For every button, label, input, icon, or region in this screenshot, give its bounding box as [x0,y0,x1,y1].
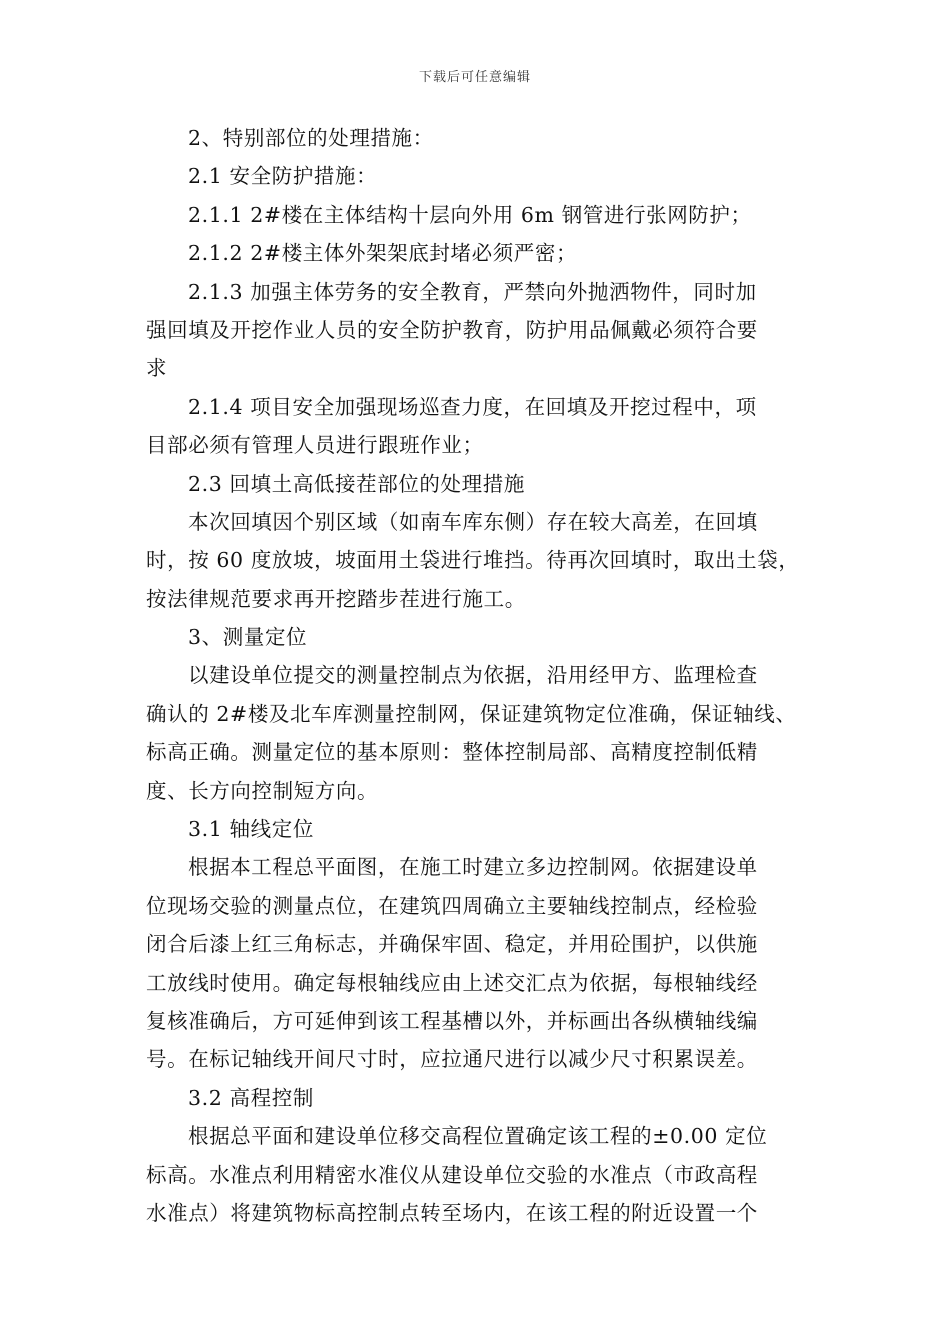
text-line: 根据本工程总平面图，在施工时建立多边控制网。依据建设单 [188,855,758,880]
text-line: 标高。水准点利用精密水准仪从建设单位交验的水准点（市政高程 [146,1162,758,1187]
text-line: 度、长方向控制短方向。 [146,778,379,803]
text-line: 确认的 2#楼及北车库测量控制网，保证建筑物定位准确，保证轴线、 [146,701,797,726]
text-line: 2.1.4 项目安全加强现场巡查力度，在回填及开挖过程中，项 [188,394,757,419]
text-line: 闭合后漆上红三角标志，并确保牢固、稳定，并用砼围护，以供施 [146,932,758,957]
text-line: 时，按 60 度放坡，坡面用土袋进行堆挡。待再次回填时，取出土袋， [146,548,800,573]
text-line: 2.1.3 加强主体劳务的安全教育，严禁向外抛洒物件，同时加 [188,279,757,304]
text-line: 水准点）将建筑物标高控制点转至场内，在该工程的附近设置一个 [146,1200,758,1225]
text-line: 3.1 轴线定位 [188,817,314,842]
text-line: 标高正确。测量定位的基本原则：整体控制局部、高精度控制低精 [146,740,758,765]
text-line: 以建设单位提交的测量控制点为依据，沿用经甲方、监理检查 [188,663,758,688]
text-line: 号。在标记轴线开间尺寸时，应拉通尺进行以减少尺寸积累误差。 [146,1047,758,1072]
text-line: 2.3 回填土高低接茬部位的处理措施 [188,471,525,496]
page-header: 下载后可任意编辑 [418,70,531,85]
text-line: 2、特别部位的处理措施： [188,126,434,150]
text-line: 位现场交验的测量点位，在建筑四周确立主要轴线控制点，经检验 [146,893,758,918]
text-line: 按法律规范要求再开挖踏步茬进行施工。 [146,586,526,611]
text-line: 求 [146,356,168,381]
text-line: 2.1 安全防护措施： [188,164,378,189]
text-line: 目部必须有管理人员进行跟班作业； [146,433,484,458]
text-line: 本次回填因个别区域（如南车库东侧）存在较大高差，在回填 [188,509,758,534]
text-line: 复核准确后，方可延伸到该工程基槽以外，并标画出各纵横轴线编 [146,1008,758,1033]
text-line: 2.1.1 2#楼在主体结构十层向外用 6m 钢管进行张网防护； [188,202,752,227]
text-line: 根据总平面和建设单位移交高程位置确定该工程的±0.00 定位 [188,1124,768,1149]
text-line: 强回填及开挖作业人员的安全防护教育，防护用品佩戴必须符合要 [146,317,758,342]
text-line: 工放线时使用。确定每根轴线应由上述交汇点为依据，每根轴线经 [146,970,758,995]
text-line: 3.2 高程控制 [188,1085,314,1110]
text-line: 2.1.2 2#楼主体外架架底封堵必须严密； [188,241,578,266]
text-line: 3、测量定位 [188,625,308,650]
document-body [146,119,816,1232]
